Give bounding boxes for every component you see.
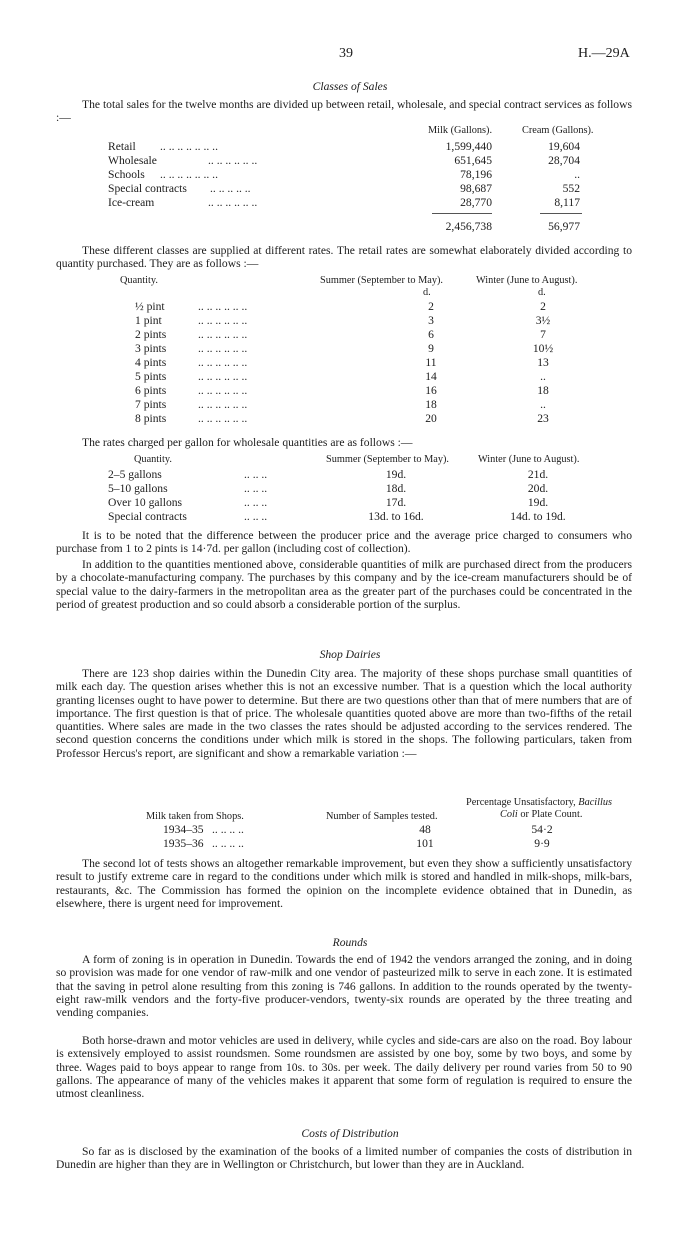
milk-value: 78,196 bbox=[460, 168, 492, 181]
winter-rate: .. bbox=[540, 398, 546, 411]
samples-tested-header: Number of Samples tested. bbox=[326, 811, 438, 822]
zoning-paragraph: A form of zoning is in operation in Dunedin. Towards the end of 1942 the vendors arranged the zoning, and in doing so provision was made for one vendor of raw-milk and one vendor of pasteurized milk to serve in each zone. It is estimated that the saving in petrol alone resulting from this zoning is 746 gallons. In addition to the rounds operated by the twenty-eight raw-milk vendors and the forty-five producer-vendors, twenty-six rounds are operated by the three treating and vending companies. bbox=[56, 953, 632, 1020]
second-tests-paragraph: The second lot of tests shows an altogether remarkable improvement, but even they show a sufficiently unsatisfactory result to justify extreme care in regard to the conditions under which milk is stored and handled in milk-shops, milk-bars, restaurants, &c. The Commission has formed the opinion on the incomplete evidence obtained that in Dunedin, as elsewhere, there is urgent need for improvement. bbox=[56, 857, 632, 910]
summer-unit: d. bbox=[423, 287, 431, 298]
summer-rate: 3 bbox=[428, 314, 434, 327]
summer-rate: 18d. bbox=[385, 482, 407, 495]
summer-rate: 17d. bbox=[385, 496, 407, 509]
pct-value: 54·2 bbox=[531, 823, 553, 836]
quantity-label: 5–10 gallons bbox=[108, 482, 168, 495]
winter-rate: .. bbox=[540, 370, 546, 383]
leader-dots: .. .. .. .. .. .. .. bbox=[160, 140, 218, 153]
winter-rate: 23 bbox=[537, 412, 549, 425]
winter-rate: 3½ bbox=[535, 314, 551, 327]
cream-value: 19,604 bbox=[548, 140, 580, 153]
leader-dots: .. .. .. .. .. bbox=[210, 182, 251, 195]
leader-dots: .. .. .. bbox=[244, 468, 268, 481]
milk-from-shops-header: Milk taken from Shops. bbox=[146, 811, 244, 822]
document-reference: H.—29A bbox=[578, 46, 630, 61]
samples-count: 101 bbox=[416, 837, 434, 850]
summer-rate: 2 bbox=[428, 300, 434, 313]
milk-value: 651,645 bbox=[454, 154, 492, 167]
cream-total: 56,977 bbox=[548, 220, 580, 233]
total-rule-cream bbox=[540, 213, 582, 214]
delivery-vehicles-paragraph: Both horse-drawn and motor vehicles are used in delivery, while cycles and side-cars are also on the road. Boy labour is extensively employed to assist roundsmen. Some roundsmen are assisted by one boy, some by two boys, and some by three. Wages paid to boys appear to range from 10s. to 30s. per week. The daily delivery per round varies from 50 to 90 gallons. The appearance of many of the vehicles makes it apparent that some form of regulation is required to ensure the utmost cleanliness. bbox=[56, 1034, 632, 1101]
classes-of-sales-heading: Classes of Sales bbox=[312, 80, 388, 93]
winter-rate: 10½ bbox=[532, 342, 554, 355]
summer-rate: 18 bbox=[425, 398, 437, 411]
summer-rate: 16 bbox=[425, 384, 437, 397]
leader-dots: .. .. .. bbox=[244, 510, 268, 523]
quantity-label: 1 pint bbox=[135, 314, 162, 327]
costs-heading: Costs of Distribution bbox=[301, 1127, 399, 1140]
winter-unit: d. bbox=[538, 287, 546, 298]
pct-value: 9·9 bbox=[534, 837, 550, 850]
leader-dots: .. .. .. .. .. .. bbox=[198, 328, 248, 341]
samples-count: 48 bbox=[419, 823, 431, 836]
milk-value: 98,687 bbox=[460, 182, 492, 195]
cream-value: 28,704 bbox=[548, 154, 580, 167]
sales-category-label: Retail bbox=[108, 140, 136, 153]
cream-gallons-header: Cream (Gallons). bbox=[522, 125, 594, 136]
page-number: 39 bbox=[339, 46, 353, 61]
costs-paragraph: So far as is disclosed by the examination of the books of a limited number of companies the costs of distribution in Dunedin are higher than they are in Wellington or Christchurch, but lower than they are in Auckland. bbox=[56, 1145, 632, 1172]
quantity-label: 5 pints bbox=[135, 370, 167, 383]
leader-dots: .. .. .. .. bbox=[212, 823, 244, 836]
leader-dots: .. .. .. bbox=[244, 482, 268, 495]
leader-dots: .. .. .. bbox=[244, 496, 268, 509]
winter-rate: 19d. bbox=[527, 496, 549, 509]
quantity-header: Quantity. bbox=[120, 275, 158, 286]
summer-rate: 6 bbox=[428, 328, 434, 341]
winter-rate: 21d. bbox=[527, 468, 549, 481]
leader-dots: .. .. .. .. .. .. bbox=[198, 300, 248, 313]
price-difference-paragraph: It is to be noted that the difference between the producer price and the average price charged to consumers who purchase from 1 to 2 pints is 14·7d. per gallon (including cost of collection). bbox=[56, 529, 632, 556]
quantity-label: 6 pints bbox=[135, 384, 167, 397]
quantity-label: 2 pints bbox=[135, 328, 167, 341]
winter-rate: 18 bbox=[537, 384, 549, 397]
leader-dots: .. .. .. .. .. .. bbox=[198, 356, 248, 369]
wholesale-quantity-header: Quantity. bbox=[134, 454, 172, 465]
summer-rate: 20 bbox=[425, 412, 437, 425]
year-label: 1934–35 bbox=[163, 823, 204, 836]
milk-value: 28,770 bbox=[460, 196, 492, 209]
winter-header: Winter (June to August). bbox=[476, 275, 578, 286]
leader-dots: .. .. .. .. .. .. bbox=[208, 154, 258, 167]
winter-rate: 13 bbox=[537, 356, 549, 369]
leader-dots: .. .. .. .. .. .. bbox=[198, 370, 248, 383]
pct-unsatisfactory-header-2: Coli or Plate Count. bbox=[500, 809, 583, 820]
quantity-label: Over 10 gallons bbox=[108, 496, 183, 509]
cream-value: .. bbox=[574, 168, 580, 181]
leader-dots: .. .. .. .. .. .. bbox=[198, 384, 248, 397]
quantity-label: 4 pints bbox=[135, 356, 167, 369]
leader-dots: .. .. .. .. .. .. bbox=[208, 196, 258, 209]
wholesale-rates-intro: The rates charged per gallon for wholesale quantities are as follows :— bbox=[82, 436, 413, 449]
quantity-label: 8 pints bbox=[135, 412, 167, 425]
winter-rate: 20d. bbox=[527, 482, 549, 495]
sales-category-label: Special contracts bbox=[108, 182, 187, 195]
sales-category-label: Wholesale bbox=[108, 154, 157, 167]
sales-category-label: Ice-cream bbox=[108, 196, 155, 209]
wholesale-winter-header: Winter (June to August). bbox=[478, 454, 580, 465]
shop-dairies-heading: Shop Dairies bbox=[319, 648, 381, 661]
year-label: 1935–36 bbox=[163, 837, 204, 850]
cream-value: 8,117 bbox=[554, 196, 580, 209]
wholesale-summer-header: Summer (September to May). bbox=[326, 454, 449, 465]
sales-intro-paragraph: The total sales for the twelve months are divided up between retail, wholesale, and special contract services as follows :— bbox=[56, 98, 632, 125]
milk-value: 1,599,440 bbox=[445, 140, 492, 153]
sales-category-label: Schools bbox=[108, 168, 145, 181]
cream-value: 552 bbox=[562, 182, 580, 195]
total-rule-milk bbox=[432, 213, 492, 214]
pct-unsatisfactory-header-1: Percentage Unsatisfactory, Bacillus bbox=[466, 797, 613, 808]
quantity-label: ½ pint bbox=[135, 300, 165, 313]
leader-dots: .. .. .. .. bbox=[212, 837, 244, 850]
winter-rate: 2 bbox=[540, 300, 546, 313]
leader-dots: .. .. .. .. .. .. bbox=[198, 412, 248, 425]
milk-total: 2,456,738 bbox=[445, 220, 492, 233]
summer-header: Summer (September to May). bbox=[320, 275, 443, 286]
leader-dots: .. .. .. .. .. .. bbox=[198, 314, 248, 327]
winter-rate: 7 bbox=[540, 328, 546, 341]
summer-rate: 14 bbox=[425, 370, 437, 383]
summer-rate: 11 bbox=[425, 356, 437, 369]
summer-rate: 19d. bbox=[385, 468, 407, 481]
chocolate-company-paragraph: In addition to the quantities mentioned above, considerable quantities of milk are purchased direct from the producers by a chocolate-manufacturing company. The purchases by this company and by the ice-cream manufacturers should be of special value to the dairy-farmers in the metropolitan area as the greater part of the purchases could be concentrated in the period of greatest production and so could absorb a considerable portion of the surplus. bbox=[56, 558, 632, 611]
quantity-label: 2–5 gallons bbox=[108, 468, 162, 481]
quantity-label: 7 pints bbox=[135, 398, 167, 411]
shop-dairies-paragraph: There are 123 shop dairies within the Dunedin City area. The majority of these shops purchase small quantities of milk each day. The question arises whether this is not an excessive number. That is a question which the local authority granting licenses ought to have power to determine. But there are two questions other than that of mere numbers that are of importance. The first question is that of price. The wholesale quantities quoted above are more than two-fifths of the retail quantities. Where sales are made in the two classes the rates should be adjusted according to the services rendered. The second question concerns the conditions under which milk is stored in the shops. The following particulars, taken from Professor Hercus's report, are significant and show a remarkable variation :— bbox=[56, 667, 632, 760]
rounds-heading: Rounds bbox=[332, 936, 368, 949]
retail-rates-intro: These different classes are supplied at different rates. The retail rates are somewhat elaborately divided according to quantity purchased. They are as follows :— bbox=[56, 244, 632, 271]
winter-rate: 14d. to 19d. bbox=[510, 510, 566, 523]
leader-dots: .. .. .. .. .. .. .. bbox=[160, 168, 218, 181]
milk-gallons-header: Milk (Gallons). bbox=[428, 125, 493, 136]
quantity-label: 3 pints bbox=[135, 342, 167, 355]
summer-rate: 9 bbox=[428, 342, 434, 355]
summer-rate: 13d. to 16d. bbox=[368, 510, 424, 523]
leader-dots: .. .. .. .. .. .. bbox=[198, 342, 248, 355]
leader-dots: .. .. .. .. .. .. bbox=[198, 398, 248, 411]
quantity-label: Special contracts bbox=[108, 510, 187, 523]
